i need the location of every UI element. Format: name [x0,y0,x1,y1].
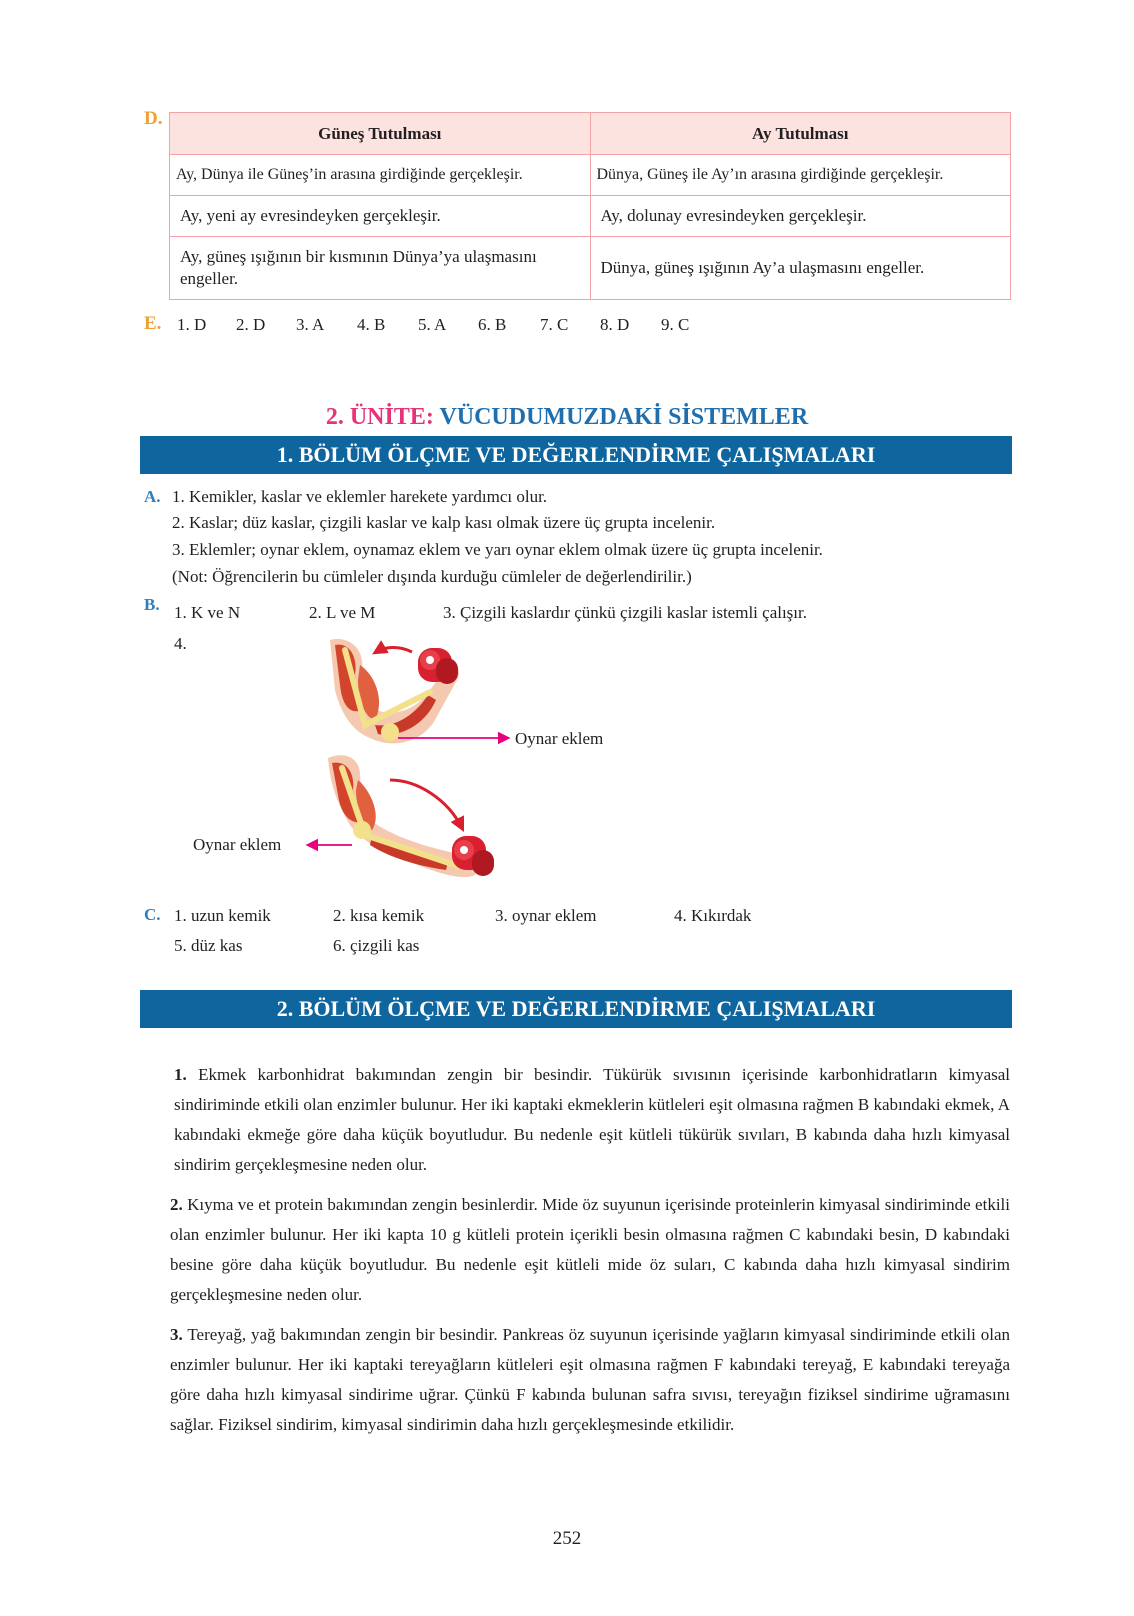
paragraph-3 [170,1320,1010,1440]
table-cell: Ay, Dünya ile Güneş’in arasına girdiğinde gerçekleşir. [170,155,591,196]
unit-title [0,404,1134,431]
answer-item: 9. C [661,315,690,334]
answer-item: 6. B [478,315,507,334]
part2-title-band: 2. BÖLÜM ÖLÇME VE DEĞERLENDİRME ÇALIŞMALARI [140,990,1012,1028]
eclipse-table [169,112,1011,300]
section-c-letter: C. [144,905,161,924]
section-d-letter: D. [144,108,163,129]
paragraph-2 [170,1190,1010,1310]
section-c-item: 1. uzun kemik [174,906,271,925]
page-number: 252 [552,1528,582,1549]
part1-title-band: 1. BÖLÜM ÖLÇME VE DEĞERLENDİRME ÇALIŞMALARI [140,436,1012,474]
section-a-line: 3. Eklemler; oynar eklem, oynamaz eklem ve yarı oynar eklem olmak üzere üç grupta incelenir. [172,540,823,559]
section-e-letter: E. [144,313,162,334]
table-header-solar: Güneş Tutulması [170,113,591,155]
answer-item: 8. D [600,315,630,334]
section-b-item: 4. [174,634,187,653]
table-cell: Dünya, güneş ışığının Ay’a ulaşmasını engeller. [590,237,1011,300]
section-c-item: 3. oynar eklem [495,906,597,925]
answer-item: 4. B [357,315,386,334]
unit-name: VÜCUDUMUZDAKİ SİSTEMLER [439,404,809,430]
section-b-item: 3. Çizgili kaslardır çünkü çizgili kaslar istemli çalışır. [443,603,807,622]
label-oynar-eklem-bottom: Oynar eklem [193,835,282,854]
answer-item: 1. D [177,315,207,334]
section-c-item: 6. çizgili kas [333,936,420,955]
table-row [170,155,1011,196]
paragraph-number: 3. [170,1325,183,1344]
table-row [170,237,1011,300]
section-c-item: 4. Kıkırdak [674,906,752,925]
section-c-item: 2. kısa kemik [333,906,425,925]
paragraph-text: Ekmek karbonhidrat bakımından zengin bir besindir. Tükürük sıvısının içerisinde karbonhidratların kimyasal sindiriminde etkili olan enzimler bulunur. Her iki kaptaki ekmeklerin kütleleri eşit olmasına rağmen B kabındaki ekmek, A kabındaki ekmeğe göre daha küçük boyutludur. Bu nedenle eşit kütleli tükürük sıvıları, B kabında daha hızlı kimyasal sindirim gerçekleşmesine neden olur. [174,1065,1011,1174]
answer-item: 3. A [296,315,325,334]
paragraph-text: Tereyağ, yağ bakımından zengin bir besindir. Pankreas öz suyunun içerisinde yağların kimyasal sindiriminde etkili olan enzimler bulunur. Her iki kaptaki tereyağların kütleleri eşit olmasına rağmen F kabındaki tereyağ, E kabındaki tereyağa göre daha hızlı kimyasal sindirime uğrar. Çünkü F kabında bulunan safra sıvısı, tereyağın fiziksel sindirime uğramasını sağlar. Fiziksel sindirim, kimyasal sindirimin daha hızlı gerçekleşmesinde etkilidir. [170,1325,1010,1434]
paragraph-number: 2. [170,1195,183,1214]
table-cell: Dünya, Güneş ile Ay’ın arasına girdiğinde gerçekleşir. [590,155,1011,196]
table-header-row [170,113,1011,155]
section-a-letter: A. [144,487,161,506]
section-b-item: 1. K ve N [174,603,241,622]
section-a-line: 2. Kaslar; düz kaslar, çizgili kaslar ve kalp kası olmak üzere üç grupta incelenir. [172,513,716,532]
table-cell: Ay, yeni ay evresindeyken gerçekleşir. [170,196,591,237]
paragraph-text: Kıyma ve et protein bakımından zengin besinlerdir. Mide öz suyunun içerisinde proteinlerin kimyasal sindiriminde etkili olan enzimler bulunur. Her iki kapta 10 g kütleli protein içerikli besin olmasına rağmen C kabındaki besin, D kabındaki besine göre daha küçük boyutludur. Bu nedenle eşit kütleli mide öz suları, C kabında daha hızlı kimyasal sindirim gerçekleşmesine neden olur. [170,1195,1010,1304]
answer-item: 7. C [540,315,569,334]
label-oynar-eklem-top: Oynar eklem [515,729,604,748]
table-cell: Ay, güneş ışığının bir kısmının Dünya’ya ulaşmasını engeller. [170,237,591,300]
section-a-line: (Not: Öğrencilerin bu cümleler dışında kurduğu cümleler de değerlendirilir.) [172,567,692,586]
table-row [170,196,1011,237]
table-header-lunar: Ay Tutulması [590,113,1011,155]
extended-arm-illustration [328,755,494,877]
flexed-arm-illustration [330,639,459,743]
section-c-item: 5. düz kas [174,936,243,955]
table-cell: Ay, dolunay evresindeyken gerçekleşir. [590,196,1011,237]
unit-prefix: 2. ÜNİTE: [325,404,434,430]
section-a-line: 1. Kemikler, kaslar ve eklemler harekete yardımcı olur. [172,487,548,506]
paragraph-1 [174,1060,1010,1180]
answer-item: 2. D [236,315,266,334]
section-b-item: 2. L ve M [309,603,376,622]
section-b-letter: B. [144,595,160,614]
answer-item: 5. A [418,315,447,334]
paragraph-number: 1. [174,1065,187,1084]
